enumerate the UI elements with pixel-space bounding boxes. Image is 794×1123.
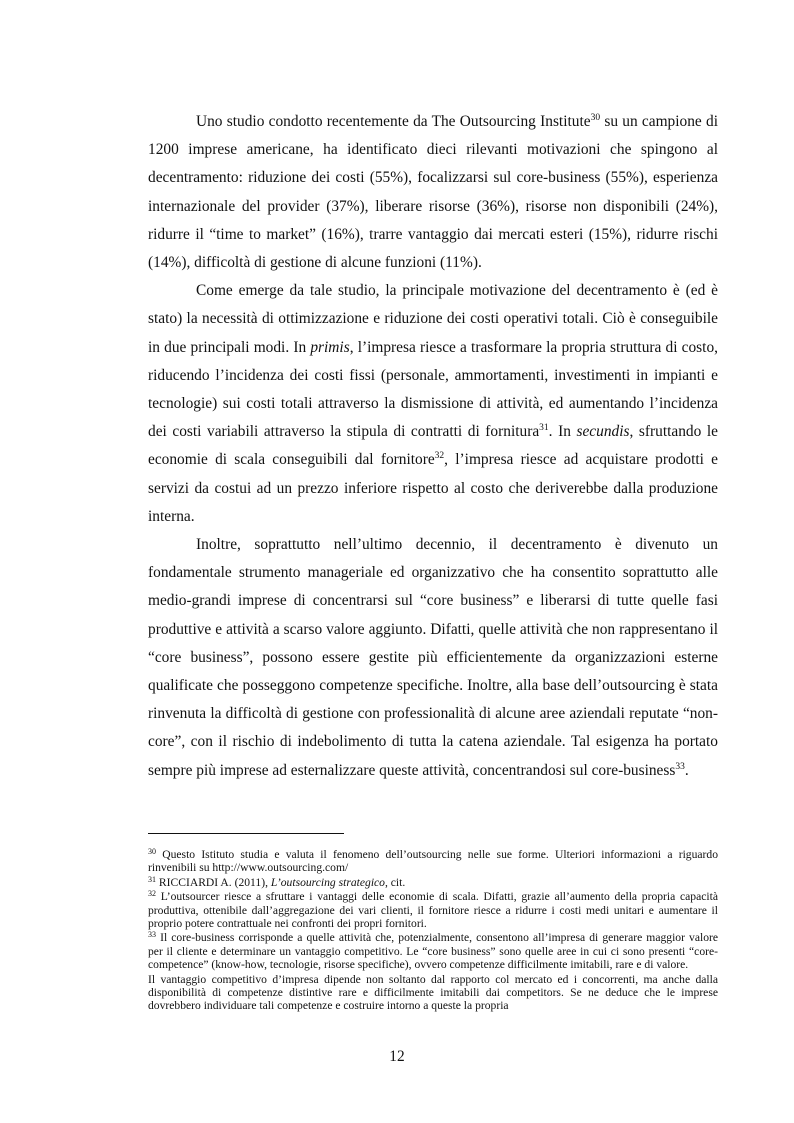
footnote-31-title: L’outsourcing strategico <box>270 875 385 889</box>
footnotes <box>148 848 718 1014</box>
paragraph-2-text-e: , l’impresa riesce ad acquistare prodotti e servizi da costui ad un prezzo inferiore rispetto al costo che deriverebbe dalla produzione interna. <box>148 451 718 525</box>
page-number: 12 <box>389 1048 405 1065</box>
main-text <box>148 108 718 785</box>
paragraph-2-text-b: , l’impresa riesce a trasformare la propria struttura di costo, riducendo l’incidenza dei costi fissi (personale, ammortamenti, investimenti in impianti e tecnologie) sui costi totali attraverso la dismissione di attività, ed aumentando l’incidenza dei costi variabili attraverso la stipula di contratti di fornitura <box>148 338 718 441</box>
footnote-31 <box>148 876 718 889</box>
footnote-30 <box>148 848 718 875</box>
footnote-33 <box>148 931 718 971</box>
paragraph-3-text-b: . <box>684 761 689 779</box>
footnote-33-continued: Il vantaggio competitivo d’impresa dipende non soltanto dal rapporto col mercato ed i concorrenti, ma anche dalla disponibilità di competenze distintive rare e difficilmente imitabili dai competitors. Se ne deduce che le imprese dovrebbero individuare tali competenze e costruire intorno a queste la propria <box>148 972 718 1013</box>
footnote-ref-32[interactable]: 32 <box>434 451 445 462</box>
footnote-ref-33[interactable]: 33 <box>675 761 685 772</box>
term-secundis: secundis <box>576 423 630 441</box>
paragraph-3 <box>148 531 718 785</box>
paragraph-2-text-c: . In <box>548 423 577 441</box>
paragraph-2-text-d: , sfruttando le economie di scala conseguibili dal fornitore <box>148 423 718 469</box>
footnote-ref-31[interactable]: 31 <box>539 423 549 434</box>
footnote-32-number: 32 <box>148 889 156 899</box>
footnote-ref-30[interactable]: 30 <box>590 113 601 123</box>
footnote-31-text-a: RICCIARDI A. (2011), <box>156 875 271 889</box>
footnote-32-text: L’outsourcer riesce a sfruttare i vantaggi delle economie di scala. Difatti, grazie all’aumento della propria capacità produttiva, ottenibile dall’aggregazione dei vari clienti, il fornitore riesce a ridurre i costi medi unitari e aumentare il proprio potere contrattuale nei confronti dei propri fornitori. <box>148 890 718 931</box>
paragraph-1-text-b: su un campione di 1200 imprese americane, ha identificato dieci rilevanti motivazioni che spingono al decentramento: riduzione dei costi (55%), focalizzarsi sul core-business (55%), esperienza internazionale del provider (37%), liberare risorse (36%), risorse non disponibili (24%), ridurre il “time to market” (16%), trarre vantaggio dai mercati esteri (15%), ridurre rischi (14%), difficoltà di gestione di alcune funzioni (11%). <box>148 113 718 272</box>
footnote-31-text-b: , cit. <box>384 875 406 889</box>
paragraph-2 <box>148 277 718 531</box>
footnote-30-text: Questo Istituto studia e valuta il fenomeno dell’outsourcing nelle sue forme. Ulteriori informazioni a riguardo rinvenibili su http://www.outsourcing.com/ <box>148 848 718 875</box>
footnote-32 <box>148 890 718 930</box>
footnote-33-number: 33 <box>148 930 156 940</box>
term-primis: primis <box>310 338 350 356</box>
paragraph-1 <box>148 108 718 277</box>
footnote-33-text: Il core-business corrisponde a quelle attività che, potenzialmente, consentono all’impresa di generare maggior valore per il cliente e determinare un vantaggio competitivo. Le “core business” sono quelle aree in cui ci sono presenti “core-competence” (know-how, tecnologie, risorse specifiche), ovvero competenze difficilmente imitabili, rare e di valore. <box>148 931 718 972</box>
paragraph-3-text-a: Inoltre, soprattutto nell’ultimo decennio, il decentramento è divenuto un fondamentale strumento manageriale ed organizzativo che ha consentito soprattutto alle medio-grandi imprese di concentrarsi sul “core business” e liberarsi di tutte quelle fasi produttive e attività a scarso valore aggiunto. Difatti, quelle attività che non rappresentano il “core business”, possono essere gestite più efficientemente da organizzazioni esterne qualificate che posseggono competenze specifiche. Inoltre, alla base dell’outsourcing è stata rinvenuta la difficoltà di gestione con professionalità di alcune aree aziendali reputate “non-core”, con il rischio di indebolimento di tutta la catena aziendale. Tal esigenza ha portato sempre più imprese ad esternalizzare queste attività, concentrandosi sul core-business <box>148 536 718 779</box>
footnote-30-number: 30 <box>148 847 156 856</box>
paragraph-2-text-a: Come emerge da tale studio, la principale motivazione del decentramento è (ed è stato) la necessità di ottimizzazione e riduzione dei costi operativi totali. Ciò è conseguibile in due principali modi. In <box>148 282 718 356</box>
footnote-separator <box>148 833 344 834</box>
paragraph-1-text-a: Uno studio condotto recentemente da The Outsourcing Institute <box>196 113 591 130</box>
footnote-31-number: 31 <box>148 874 156 884</box>
